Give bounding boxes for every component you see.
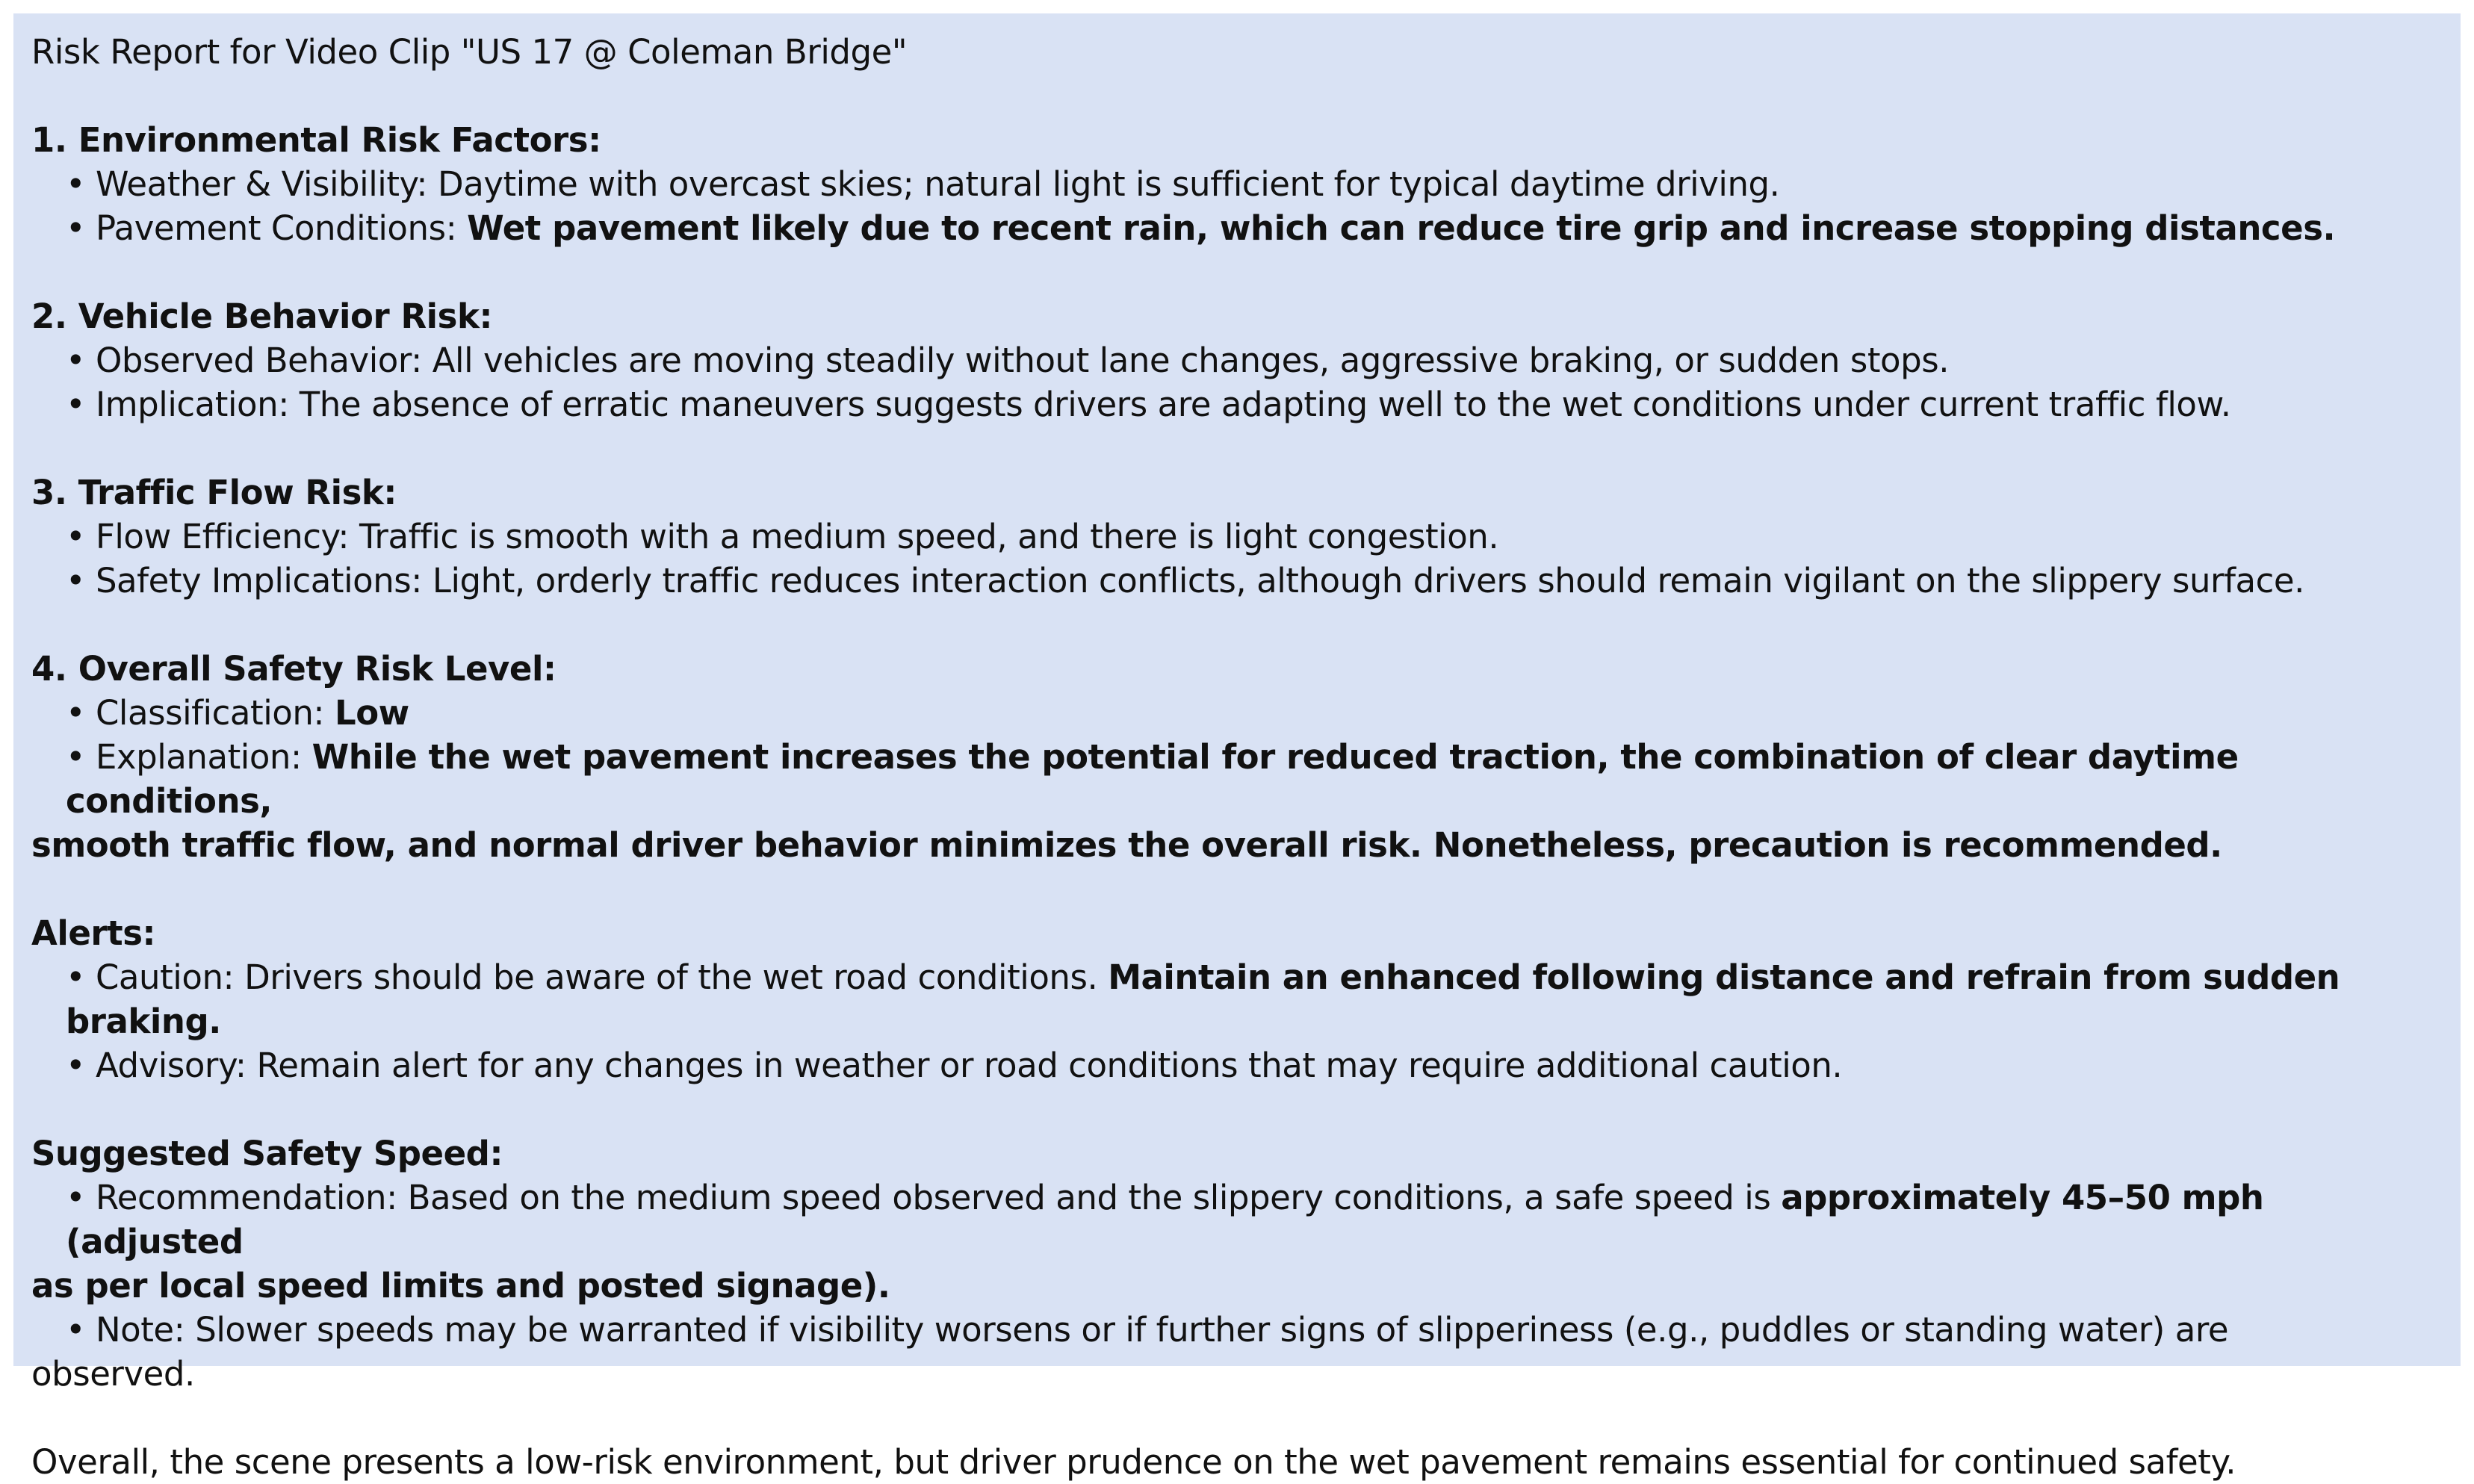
advisory-label: • Advisory: [66,1046,257,1085]
observed-text: All vehicles are moving steadily without lane changes, aggressive braking, or sudden stops. [432,341,1950,380]
classification-item [31,691,2443,735]
spacer [31,426,2443,471]
pavement-item [31,206,2443,250]
safety-implications-item [31,559,2443,603]
spacer [31,74,2443,118]
risk-report [31,30,2443,1484]
caution-bold-text: Maintain an enhanced following distance and refrain from sudden braking. [66,957,2340,1041]
weather-label: • Weather & Visibility: [66,164,438,204]
note-item [31,1308,2443,1352]
implication-label: • Implication: [66,385,300,424]
pavement-label: • Pavement Conditions: [66,208,468,248]
classification-label: • Classification: [66,693,335,733]
explanation-text-line1: While the wet pavement increases the potential for reduced traction, the combination of clear daytime conditions, [66,737,2239,821]
classification-value: Low [334,693,409,733]
recommendation-bold-line1: approximately 45–50 mph (adjusted [66,1178,2264,1261]
traffic-heading: 3. Traffic Flow Risk: [31,473,397,512]
vehicle-heading: 2. Vehicle Behavior Risk: [31,297,492,336]
environmental-heading: 1. Environmental Risk Factors: [31,120,601,160]
note-text-line1: Slower speeds may be warranted if visibility worsens or if further signs of slipperiness (e.g., puddles or standing water) are [195,1310,2229,1350]
weather-text: Daytime with overcast skies; natural light is sufficient for typical daytime driving. [438,164,1780,204]
report-title: Risk Report for Video Clip "US 17 @ Coleman Bridge" [31,32,908,72]
safety-implications-text: Light, orderly traffic reduces interaction conflicts, although drivers should remain vigilant on the slippery surface. [432,561,2304,600]
spacer [31,603,2443,647]
caution-label: • Caution: [66,957,245,997]
note-text-line2: observed. [31,1354,195,1394]
report-panel [13,13,2461,1482]
spacer [31,1396,2443,1440]
flow-text: Traffic is smooth with a medium speed, and there is light congestion. [359,517,1499,556]
flow-label: • Flow Efficiency: [66,517,359,556]
observed-label: • Observed Behavior: [66,341,433,380]
overall-heading: 4. Overall Safety Risk Level: [31,649,557,689]
conclusion-text: Overall, the scene presents a low-risk environment, but driver prudence on the wet pavement remains essential for continued safety. [31,1442,2236,1482]
recommendation-bold-line2: as per local speed limits and posted signage). [31,1266,890,1306]
note-label: • Note: [66,1310,196,1350]
alerts-heading: Alerts: [31,913,156,953]
recommendation-label: • Recommendation: [66,1178,408,1217]
recommendation-text: Based on the medium speed observed and the slippery conditions, a safe speed is [407,1178,1782,1217]
flow-item [31,515,2443,559]
weather-item [31,162,2443,206]
explanation-label: • Explanation: [66,737,312,777]
observed-item [31,338,2443,382]
caution-item [31,955,2443,1043]
implication-item [31,382,2443,426]
explanation-text-line2: smooth traffic flow, and normal driver behavior minimizes the overall risk. Nonetheless, precaution is recommended. [31,825,2222,865]
explanation-item [31,735,2443,823]
advisory-text: Remain alert for any changes in weather or road conditions that may require additional caution. [256,1046,1843,1085]
spacer [31,250,2443,294]
caution-text: Drivers should be aware of the wet road conditions. [244,957,1109,997]
spacer [31,867,2443,911]
speed-heading: Suggested Safety Speed: [31,1134,503,1173]
implication-text: The absence of erratic maneuvers suggests drivers are adapting well to the wet conditions under current traffic flow. [299,385,2231,424]
advisory-item [31,1043,2443,1087]
recommendation-item [31,1176,2443,1264]
spacer [31,1087,2443,1131]
safety-implications-label: • Safety Implications: [66,561,433,600]
pavement-text: Wet pavement likely due to recent rain, which can reduce tire grip and increase stopping distances. [467,208,2336,248]
